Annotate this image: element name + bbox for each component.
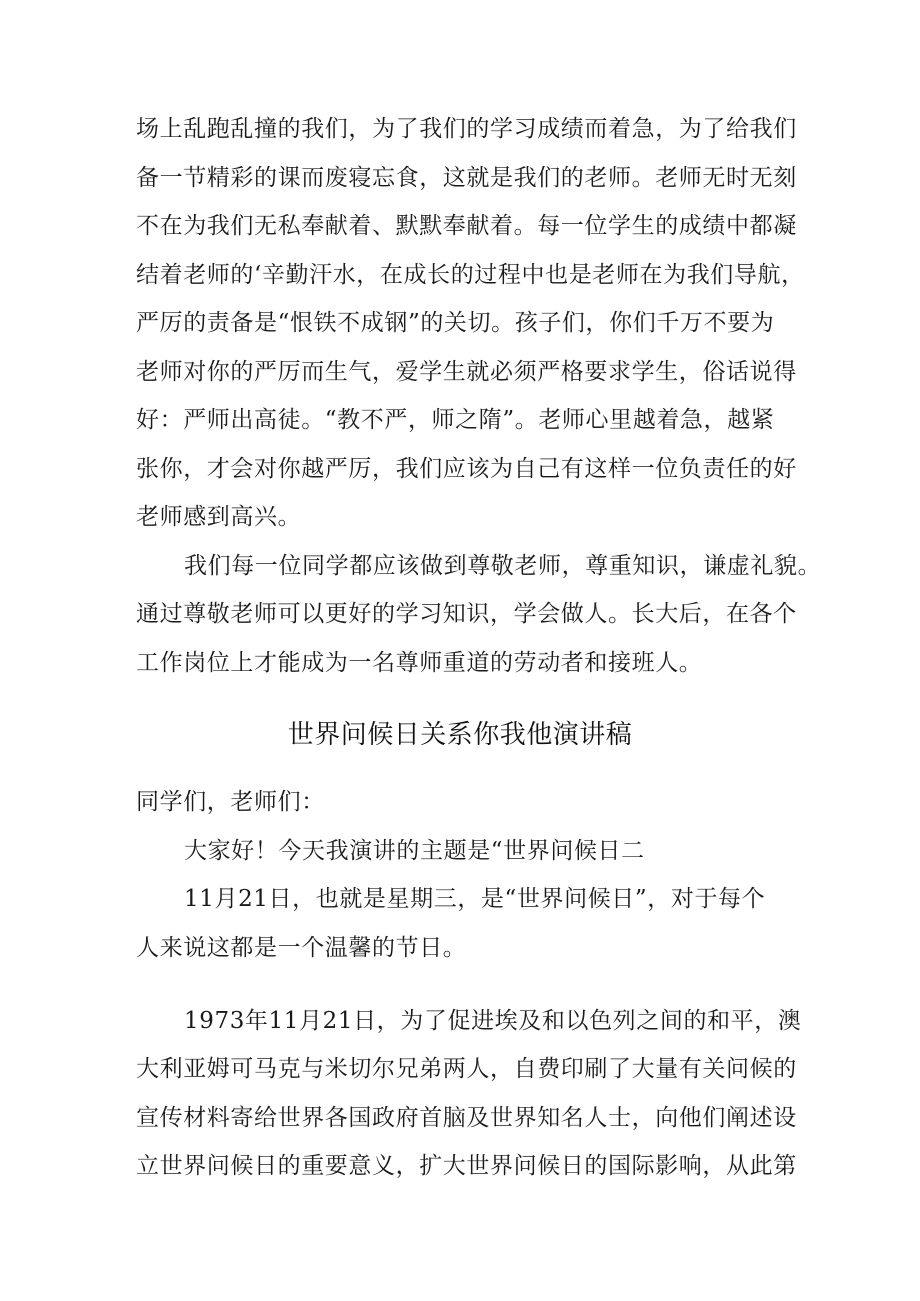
paragraph-line: 张你，才会对你越严厉，我们应该为自己有这样一位负责任的好 bbox=[136, 456, 797, 482]
section-title: 世界问候日关系你我他演讲稿 bbox=[287, 720, 633, 750]
greeting-line: 同学们，老师们： bbox=[136, 789, 325, 815]
paragraph-line: 我们每一位同学都应该做到尊敬老师，尊重知识，谦虚礼貌。 bbox=[184, 553, 822, 579]
paragraph-line: 场上乱跑乱撞的我们，为了我们的学习成绩而着急，为了给我们 bbox=[136, 116, 797, 142]
paragraph-line: 宣传材料寄给世界各国政府首脑及世界知名人士，向他们阐述设 bbox=[136, 1105, 797, 1131]
paragraph-line: 大利亚姆可马克与米切尔兄弟两人，自费印刷了大量有关问候的 bbox=[136, 1056, 797, 1082]
paragraph-line: 立世界问候日的重要意义，扩大世界问候日的国际影响，从此第 bbox=[136, 1153, 797, 1179]
paragraph-line: 结着老师的‘辛勤汗水，在成长的过程中也是老师在为我们导航， bbox=[136, 262, 805, 288]
paragraph-line: 11月21日，也就是星期三，是“世界问候日”，对于每个 bbox=[184, 886, 766, 912]
paragraph-line: 通过尊敬老师可以更好的学习知识，学会做人。长大后，在各个 bbox=[136, 601, 797, 627]
paragraph-line: 老师对你的严厉而生气，爱学生就必须严格要求学生，俗话说得 bbox=[136, 359, 797, 385]
paragraph-line: 1973年11月21日，为了促进埃及和以色列之间的和平，澳 bbox=[184, 1008, 802, 1034]
paragraph-line: 好：严师出高徒。“教不严，师之隋”。老师心里越着急，越紧 bbox=[136, 407, 775, 433]
intro-line: 大家好！今天我演讲的主题是“世界问候日二 bbox=[184, 838, 645, 864]
paragraph-line: 不在为我们无私奉献着、默默奉献着。每一位学生的成绩中都凝 bbox=[136, 213, 797, 239]
paragraph-line: 工作岗位上才能成为一名尊师重道的劳动者和接班人。 bbox=[136, 650, 703, 676]
paragraph-line: 严厉的责备是“恨铁不成钢”的关切。孩子们，你们千万不要为 bbox=[136, 310, 775, 336]
paragraph-line: 人来说这都是一个温馨的节日。 bbox=[136, 935, 467, 961]
paragraph-line: 老师感到高兴。 bbox=[136, 504, 302, 530]
paragraph-line: 备一节精彩的课而废寝忘食，这就是我们的老师。老师无时无刻 bbox=[136, 165, 797, 191]
